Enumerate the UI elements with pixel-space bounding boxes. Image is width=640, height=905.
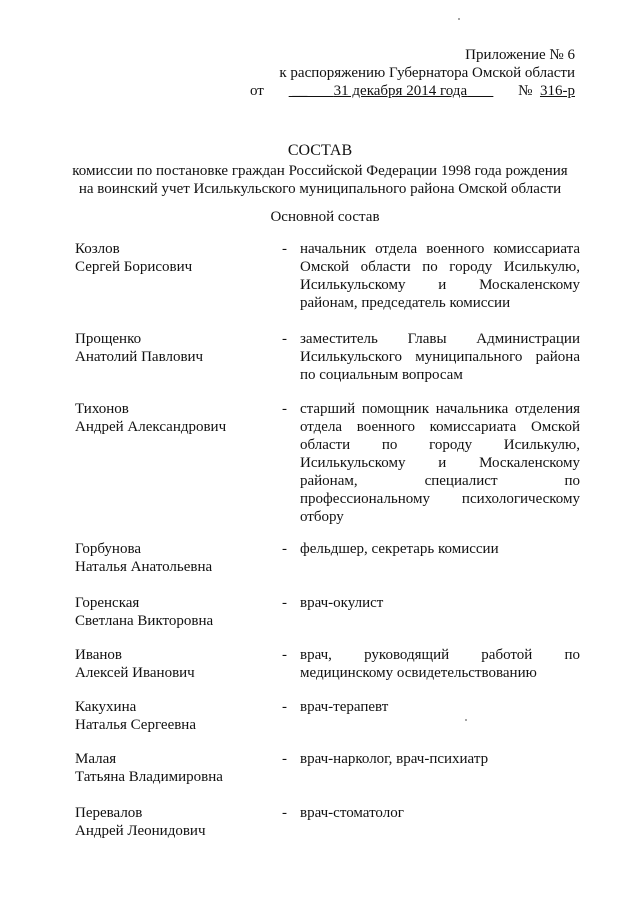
member-role <box>300 540 580 558</box>
member-surname: Какухина <box>75 699 137 715</box>
member-name <box>75 698 275 734</box>
member-dash: - <box>282 751 287 767</box>
member-name <box>75 594 275 630</box>
role-line: врач, руководящий работой по <box>300 647 580 663</box>
member-surname: Прощенко <box>75 331 142 347</box>
order-number: № 316-р <box>518 83 575 99</box>
role-line: отдела военного комиссариата Омской <box>300 419 580 435</box>
member-role <box>300 698 580 716</box>
member-role <box>300 400 580 526</box>
member-surname: Перевалов <box>75 805 143 821</box>
member-given-name: Алексей Иванович <box>75 665 195 681</box>
member-dash: - <box>282 699 287 715</box>
member-role <box>300 750 580 768</box>
role-line: врач-стоматолог <box>300 805 404 821</box>
role-line: медицинскому освидетельствованию <box>300 665 537 681</box>
role-line: начальник отдела военного комиссариата <box>300 241 580 257</box>
order-from-label: от <box>250 83 264 99</box>
member-surname: Иванов <box>75 647 122 663</box>
member-dash: - <box>282 647 287 663</box>
member-given-name: Татьяна Владимировна <box>75 769 223 785</box>
role-line: Исилькульскому и Москаленскому <box>300 277 580 293</box>
role-line: врач-нарколог, врач-психиатр <box>300 751 489 767</box>
document-title <box>0 142 640 198</box>
scan-speck <box>458 18 460 20</box>
member-dash: - <box>282 805 287 821</box>
member-name <box>75 400 275 436</box>
member-dash: - <box>282 331 287 347</box>
role-line: фельдшер, секретарь комиссии <box>300 541 499 557</box>
member-dash: - <box>282 401 287 417</box>
member-given-name: Наталья Анатольевна <box>75 559 213 575</box>
title-line-2: на воинский учет Исилькульского муниципального района Омской области <box>78 181 562 197</box>
order-date: __ 31 декабря 2014 года <box>288 83 468 99</box>
member-given-name: Сергей Борисович <box>75 259 193 275</box>
member-dash: - <box>282 595 287 611</box>
role-line: профессиональному психологическому <box>300 491 580 507</box>
appendix-note <box>250 46 575 100</box>
member-dash: - <box>282 541 287 557</box>
order-date-line <box>250 82 575 100</box>
member-surname: Горенская <box>75 595 140 611</box>
role-line: отбору <box>300 509 344 525</box>
member-role <box>300 330 580 384</box>
role-line: Омской области по городу Исилькулю, <box>300 259 580 275</box>
member-name <box>75 804 275 840</box>
member-surname: Тихонов <box>75 401 129 417</box>
member-surname: Малая <box>75 751 117 767</box>
member-surname: Горбунова <box>75 541 141 557</box>
member-name <box>75 240 275 276</box>
member-given-name: Андрей Александрович <box>75 419 227 435</box>
member-role <box>300 804 580 822</box>
role-line: районам, председатель комиссии <box>300 295 511 311</box>
role-line: по социальным вопросам <box>300 367 463 383</box>
member-name <box>75 750 275 786</box>
member-name <box>75 646 275 682</box>
member-surname: Козлов <box>75 241 120 257</box>
role-line: врач-окулист <box>300 595 384 611</box>
role-line: Исилькульскому и Москаленскому <box>300 455 580 471</box>
role-line: районам, специалист по <box>300 473 580 489</box>
member-dash: - <box>282 241 287 257</box>
role-line: области по городу Исилькулю, <box>300 437 580 453</box>
member-given-name: Анатолий Павлович <box>75 349 204 365</box>
member-given-name: Наталья Сергеевна <box>75 717 196 733</box>
role-line: врач-терапевт <box>300 699 389 715</box>
role-line: Исилькульского муниципального района <box>300 349 580 365</box>
section-heading: Основной состав <box>270 209 380 225</box>
member-role <box>300 240 580 312</box>
title-heading: СОСТАВ <box>287 142 353 159</box>
scan-speck <box>465 719 467 721</box>
role-line: заместитель Главы Администрации <box>300 331 580 347</box>
member-given-name: Андрей Леонидович <box>75 823 206 839</box>
member-given-name: Светлана Викторовна <box>75 613 214 629</box>
member-name <box>75 540 275 576</box>
member-role <box>300 646 580 682</box>
appendix-number: Приложение № 6 <box>465 47 575 63</box>
member-name <box>75 330 275 366</box>
member-role <box>300 594 580 612</box>
appendix-order-ref: к распоряжению Губернатора Омской области <box>279 65 575 81</box>
title-line-1: комиссии по постановке граждан Российской Федерации 1998 года рождения <box>72 163 568 179</box>
role-line: старший помощник начальника отделения <box>300 401 580 417</box>
